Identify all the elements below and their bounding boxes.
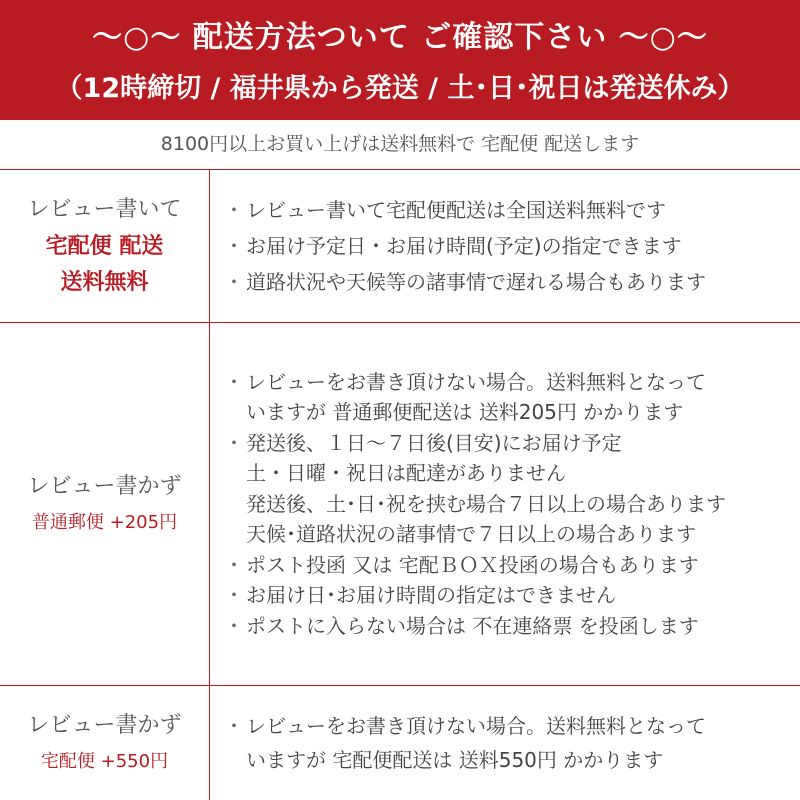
- header-title: ～○～ 配送方法ついて ご確認下さい ～○～: [92, 20, 708, 55]
- bullet-icon: ・: [224, 613, 244, 638]
- bullet-icon: ・: [224, 270, 244, 294]
- option-method-label: 宅配便 配送: [45, 234, 164, 259]
- option-condition-label: レビュー書いて: [27, 197, 182, 222]
- free-shipping-notice: 8100円以上お買い上げは送料無料で 宅配便 配送します: [0, 120, 800, 170]
- option-details: [210, 323, 800, 685]
- header-banner: [0, 0, 800, 120]
- detail-line: いますが 普通郵便配送は 送料205円 かかります: [246, 400, 684, 425]
- bullet-icon: ・: [224, 552, 244, 577]
- bullet-icon: ・: [224, 430, 244, 455]
- option-method-fee-label: 普通郵便 +205円: [31, 512, 178, 533]
- detail-line: ・ レビュー書いて宅配便配送は全国送料無料です: [222, 192, 800, 228]
- bullet-icon: ・: [224, 714, 244, 738]
- bullet-icon: ・: [224, 583, 244, 608]
- shipping-option-paid-delivery: [0, 686, 800, 800]
- option-details: [210, 686, 800, 800]
- bullet-icon: ・: [224, 234, 244, 258]
- option-label-cell: [0, 323, 210, 685]
- detail-line: ・ ポスト投函 又は 宅配ＢＯＸ投函の場合もあります: [222, 550, 800, 581]
- bullet-icon: ・: [224, 198, 244, 222]
- detail-line: 発送後、土･日･祝を挟む場合７日以上の場合あります: [246, 491, 726, 516]
- detail-line: 土・日曜・祝日は配達がありません: [246, 461, 566, 486]
- option-label-cell: [0, 170, 210, 322]
- shipping-option-review-delivery: [0, 170, 800, 323]
- detail-line: ・ お届け予定日・お届け時間(予定)の指定できます: [222, 228, 800, 264]
- detail-line: いますが 宅配便配送は 送料550円 かかります: [246, 748, 664, 772]
- option-label-cell: [0, 686, 210, 800]
- detail-line: ・ 道路状況や天候等の諸事情で遅れる場合もあります: [222, 264, 800, 300]
- bullet-icon: ・: [224, 369, 244, 394]
- detail-line: ・ レビューをお書き頂けない場合。送料無料となって: [222, 709, 800, 743]
- option-fee-label: 送料無料: [60, 270, 149, 295]
- option-method-fee-label: 宅配便 +550円: [40, 751, 169, 772]
- detail-line: ・ ポストに入らない場合は 不在連絡票 を投函します: [222, 611, 800, 642]
- shipping-option-regular-mail: [0, 323, 800, 686]
- detail-line: ・ レビューをお書き頂けない場合。送料無料となって: [222, 367, 800, 398]
- option-condition-label: レビュー書かず: [27, 713, 182, 738]
- option-condition-label: レビュー書かず: [27, 474, 182, 499]
- header-subtitle: （12時締切 / 福井県から発送 / 土･日･祝日は発送休み）: [55, 73, 745, 104]
- detail-line: ・ 発送後、１日～７日後(目安)にお届け予定: [222, 428, 800, 459]
- detail-line: 天候･道路状況の諸事情で７日以上の場合あります: [246, 522, 696, 547]
- option-details: [210, 170, 800, 322]
- detail-line: ・ お届け日･お届け時間の指定はできません: [222, 580, 800, 611]
